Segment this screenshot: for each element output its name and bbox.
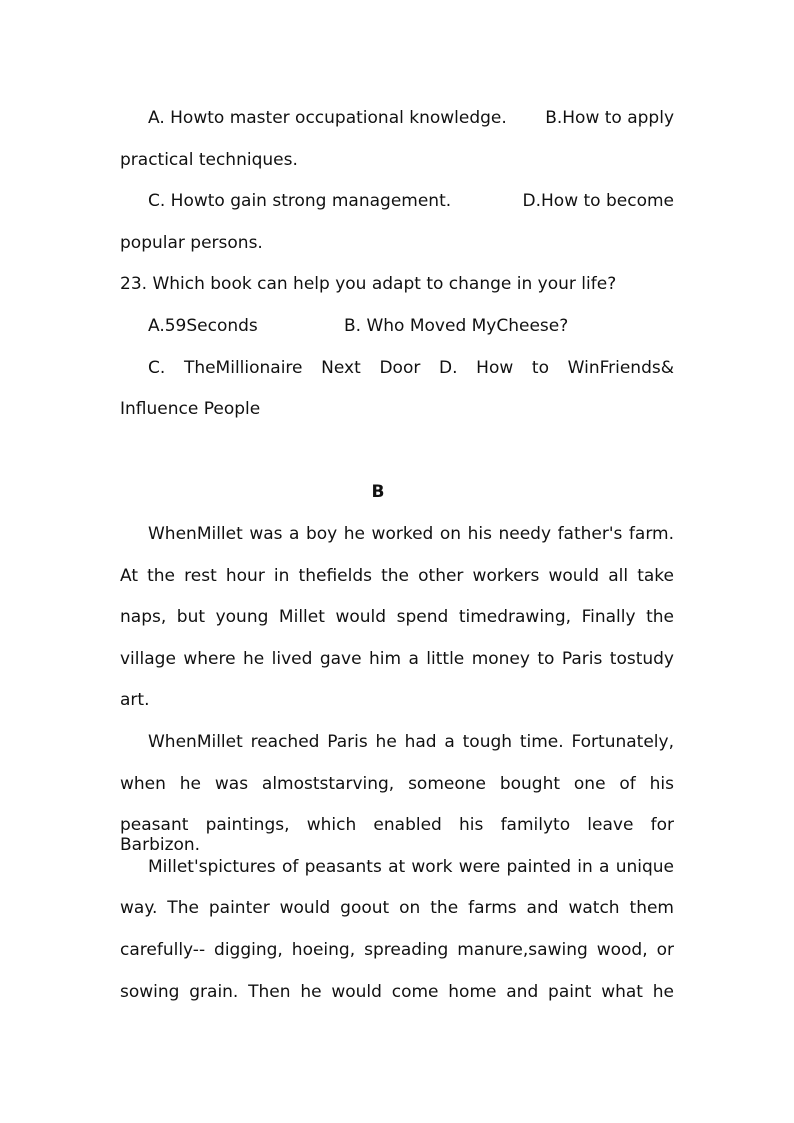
q22-option-a: A. Howto master occupational knowledge. [148,108,507,128]
q23-option-a: A.59Seconds [148,316,258,336]
q22-option-b-continued: practical techniques. [120,150,298,170]
section-heading: B [371,482,385,502]
passage-line: village where he lived gave him a little money to Paris tostudy [120,649,674,669]
q23-option-row-ab [148,316,674,336]
passage-line: Millet'spictures of peasants at work were painted in a unique [148,857,674,877]
passage-line: sowing grain. Then he would come home and paint what he [120,982,674,1002]
passage-line: WhenMillet reached Paris he had a tough time. Fortunately, [148,732,674,752]
q22-option-row-ab [148,108,674,128]
passage-line: when he was almoststarving, someone bought one of his [120,774,674,794]
passage-line: At the rest hour in thefields the other workers would all take [120,566,674,586]
q22-option-row-cd [148,191,674,211]
q22-option-b: B.How to apply [545,108,674,128]
passage-line: art. [120,690,150,710]
passage-line: carefully-- digging, hoeing, spreading manure,sawing wood, or [120,940,674,960]
passage-line: way. The painter would goout on the farms and watch them [120,898,674,918]
q23-question: 23. Which book can help you adapt to change in your life? [120,274,617,294]
q23-option-row-cd: C. TheMillionaire Next Door D. How to WinFriends& [148,358,674,378]
passage-line: naps, but young Millet would spend timedrawing, Finally the [120,607,674,627]
q23-option-d-continued: Influence People [120,399,261,419]
q22-option-d: D.How to become [522,191,674,211]
q22-option-d-continued: popular persons. [120,233,263,253]
passage-line: peasant paintings, which enabled his familyto leave for Barbizon. [120,815,674,855]
passage-line: WhenMillet was a boy he worked on his needy father's farm. [148,524,674,544]
q22-option-c: C. Howto gain strong management. [148,191,452,211]
q23-option-b: B. Who Moved MyCheese? [344,316,569,336]
